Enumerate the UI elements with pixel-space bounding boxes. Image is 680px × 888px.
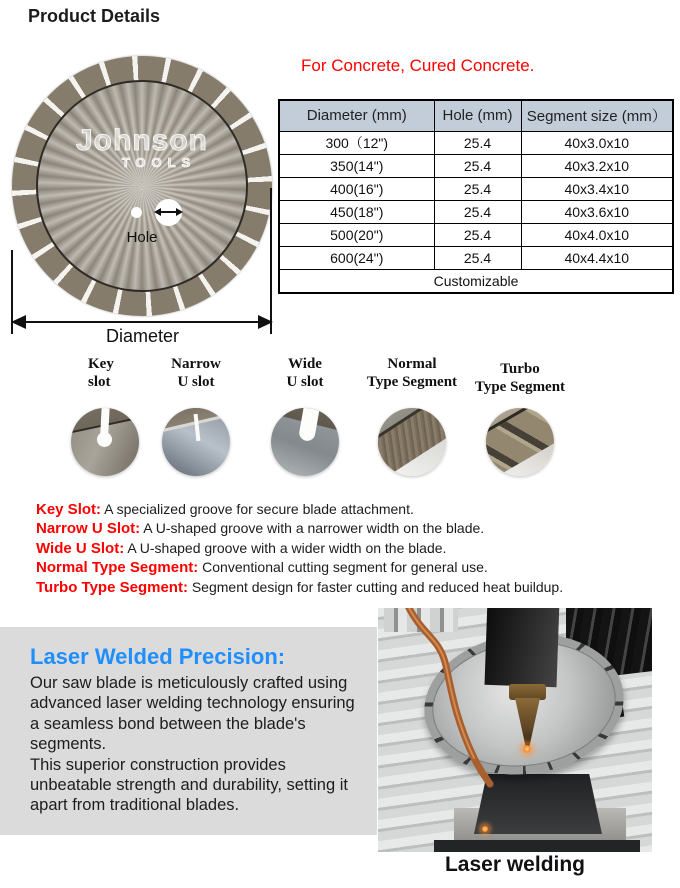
laser-section-body	[30, 673, 366, 816]
table-row	[279, 177, 673, 200]
laser-paragraph-1: Our saw blade is meticulously crafted using advanced laser welding technology ensuring a seamless bond between the blade's segments.	[30, 674, 355, 754]
cell-hole: 25.4	[434, 223, 521, 246]
table-footer-row	[279, 269, 673, 293]
cell-segment: 40x4.0x10	[521, 223, 673, 246]
saw-blade-diagram	[0, 0, 300, 350]
cell-diameter: 400(16")	[279, 177, 434, 200]
center-hole	[155, 199, 182, 226]
cell-segment: 40x3.6x10	[521, 200, 673, 223]
table-row	[279, 223, 673, 246]
definition-narrow-u-slot: Narrow U Slot: A U-shaped groove with a narrower width on the blade.	[36, 520, 485, 538]
cell-diameter: 600(24")	[279, 246, 434, 269]
normal-segment-photo	[378, 408, 446, 476]
page-title: Product Details	[28, 6, 161, 26]
table-row	[279, 246, 673, 269]
key-slot-photo	[71, 408, 139, 476]
narrow-u-slot-photo	[162, 408, 230, 476]
table-row	[279, 154, 673, 177]
copper-tube	[378, 608, 652, 852]
slot-definitions-list	[36, 500, 666, 597]
key-slot-hole	[97, 432, 112, 447]
definition-wide-u-slot: Wide U Slot: A U-shaped groove with a wider width on the blade.	[36, 539, 447, 557]
cell-diameter: 500(20")	[279, 223, 434, 246]
cell-hole: 25.4	[434, 177, 521, 200]
cell-hole: 25.4	[434, 154, 521, 177]
cell-diameter: 350(14")	[279, 154, 434, 177]
diameter-label: Diameter	[105, 326, 180, 346]
saw-blade-image	[12, 56, 272, 316]
cell-diameter: 300（12")	[279, 131, 434, 154]
blade-disc	[36, 80, 248, 292]
table-row	[279, 200, 673, 223]
weld-spark	[481, 825, 489, 833]
cell-hole: 25.4	[434, 246, 521, 269]
weld-spark	[522, 744, 532, 754]
pin-hole	[131, 207, 142, 218]
column-header-diameter: Diameter (mm)	[279, 100, 434, 131]
diameter-extension-line-right	[270, 188, 272, 334]
cell-segment: 40x3.0x10	[521, 131, 673, 154]
feature-label-turbo-segment: Turbo Type Segment	[474, 361, 566, 395]
brand-logo-name: Johnson	[76, 124, 208, 157]
hole-label: Hole	[126, 229, 158, 246]
left-arrow-icon	[11, 315, 26, 329]
cell-segment: 40x3.4x10	[521, 177, 673, 200]
table-header-row	[279, 100, 673, 131]
definition-key-slot: Key Slot: A specialized groove for secure blade attachment.	[36, 501, 414, 518]
definition-turbo-segment: Turbo Type Segment: Segment design for faster cutting and reduced heat buildup.	[36, 578, 564, 596]
hole-dimension-arrow-icon	[159, 211, 178, 213]
application-subtitle: For Concrete, Cured Concrete.	[301, 56, 535, 75]
cell-diameter: 450(18")	[279, 200, 434, 223]
spec-table	[278, 99, 674, 294]
brand-logo-sub: TOOLS	[121, 155, 197, 170]
cell-hole: 25.4	[434, 200, 521, 223]
brand-logo	[38, 126, 246, 170]
feature-label-key-slot: Key slot	[88, 356, 114, 390]
laser-welded-section	[0, 627, 377, 835]
right-arrow-icon	[258, 315, 273, 329]
column-header-hole: Hole (mm)	[434, 100, 521, 131]
cell-segment: 40x3.2x10	[521, 154, 673, 177]
definition-normal-segment: Normal Type Segment: Conventional cutting segment for general use.	[36, 559, 488, 577]
photo-caption: Laser welding	[444, 853, 586, 876]
cell-segment: 40x4.4x10	[521, 246, 673, 269]
table-row	[279, 131, 673, 154]
cell-hole: 25.4	[434, 131, 521, 154]
laser-section-heading: Laser Welded Precision:	[30, 644, 286, 669]
laser-paragraph-2: This superior construction provides unbeatable strength and durability, setting it apart from traditional blades.	[30, 755, 348, 815]
feature-label-narrow-u-slot: Narrow U slot	[171, 356, 221, 390]
laser-welding-photo	[378, 608, 652, 852]
column-header-segment-size: Segment size (mm）	[521, 100, 673, 131]
diameter-dimension-line	[13, 321, 271, 323]
wide-u-slot-photo	[271, 408, 339, 476]
feature-label-normal-segment: Normal Type Segment	[366, 356, 458, 390]
feature-label-wide-u-slot: Wide U slot	[286, 356, 324, 390]
turbo-segment-photo	[486, 408, 554, 476]
customizable-cell: Customizable	[279, 269, 673, 293]
